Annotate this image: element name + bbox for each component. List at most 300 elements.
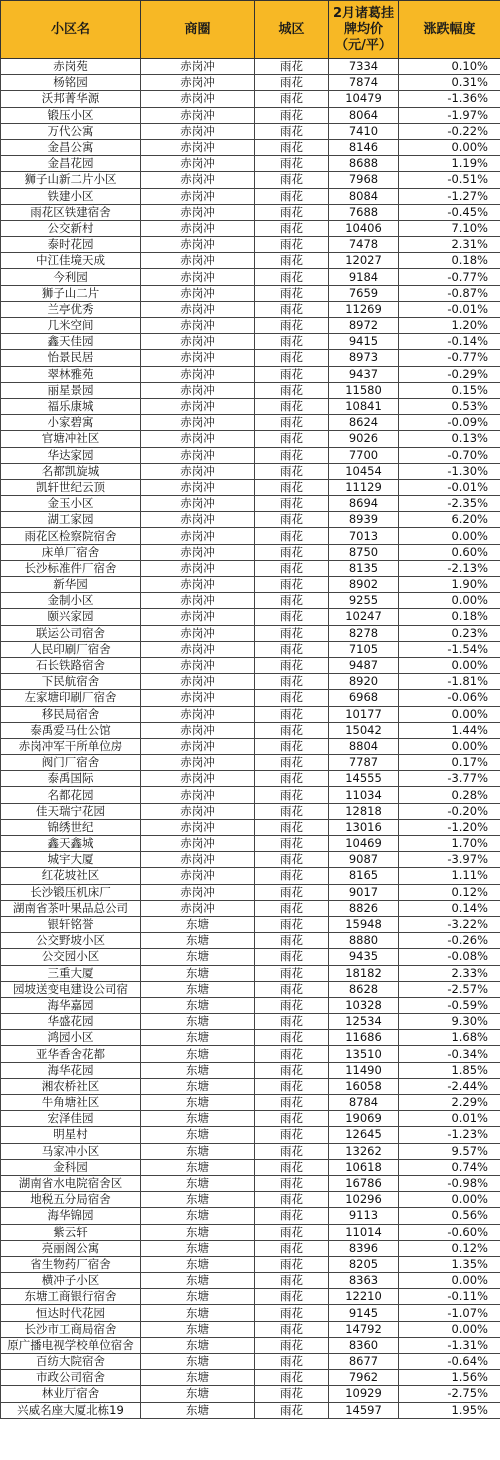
cell-price: 8972 bbox=[329, 318, 399, 334]
cell-district: 雨花 bbox=[255, 852, 329, 868]
cell-change: -2.44% bbox=[399, 1078, 500, 1094]
cell-area: 东塘 bbox=[141, 1273, 255, 1289]
cell-name: 官塘冲社区 bbox=[1, 431, 141, 447]
cell-area: 东塘 bbox=[141, 1337, 255, 1353]
cell-name: 床单厂宿舍 bbox=[1, 544, 141, 560]
table-row bbox=[1, 674, 500, 690]
cell-area: 东塘 bbox=[141, 916, 255, 932]
cell-area: 赤岗冲 bbox=[141, 447, 255, 463]
cell-price: 8880 bbox=[329, 933, 399, 949]
cell-area: 赤岗冲 bbox=[141, 415, 255, 431]
cell-name: 三重大厦 bbox=[1, 965, 141, 981]
cell-district: 雨花 bbox=[255, 1062, 329, 1078]
cell-change: 0.18% bbox=[399, 609, 500, 625]
cell-district: 雨花 bbox=[255, 1337, 329, 1353]
cell-change: 0.00% bbox=[399, 593, 500, 609]
cell-change: 0.12% bbox=[399, 1240, 500, 1256]
cell-price: 10469 bbox=[329, 836, 399, 852]
cell-area: 赤岗冲 bbox=[141, 479, 255, 495]
cell-area: 东塘 bbox=[141, 1111, 255, 1127]
cell-price: 9415 bbox=[329, 334, 399, 350]
table-row bbox=[1, 1402, 500, 1418]
cell-area: 赤岗冲 bbox=[141, 204, 255, 220]
cell-district: 雨花 bbox=[255, 609, 329, 625]
cell-price: 8396 bbox=[329, 1240, 399, 1256]
cell-district: 雨花 bbox=[255, 75, 329, 91]
cell-district: 雨花 bbox=[255, 301, 329, 317]
cell-price: 9145 bbox=[329, 1305, 399, 1321]
cell-change: 0.10% bbox=[399, 59, 500, 75]
cell-price: 8165 bbox=[329, 868, 399, 884]
table-row bbox=[1, 1159, 500, 1175]
cell-name: 长沙标准件厂宿舍 bbox=[1, 560, 141, 576]
cell-price: 9113 bbox=[329, 1208, 399, 1224]
cell-district: 雨花 bbox=[255, 512, 329, 528]
cell-name: 东塘工商银行宿舍 bbox=[1, 1289, 141, 1305]
table-body bbox=[1, 59, 500, 1419]
cell-name: 金玉小区 bbox=[1, 496, 141, 512]
cell-name: 长沙锻压机床厂 bbox=[1, 884, 141, 900]
cell-name: 亚华香舍花都 bbox=[1, 1046, 141, 1062]
table-row bbox=[1, 738, 500, 754]
cell-district: 雨花 bbox=[255, 447, 329, 463]
table-row bbox=[1, 107, 500, 123]
cell-price: 8146 bbox=[329, 139, 399, 155]
table-row bbox=[1, 350, 500, 366]
cell-name: 兴威名座大厦北栋19 bbox=[1, 1402, 141, 1418]
cell-price: 8278 bbox=[329, 625, 399, 641]
cell-change: -0.60% bbox=[399, 1224, 500, 1240]
cell-name: 今利园 bbox=[1, 269, 141, 285]
cell-name: 佳天瑞宁花园 bbox=[1, 803, 141, 819]
cell-area: 赤岗冲 bbox=[141, 900, 255, 916]
cell-change: -2.57% bbox=[399, 981, 500, 997]
table-row bbox=[1, 318, 500, 334]
cell-change: -1.36% bbox=[399, 91, 500, 107]
cell-district: 雨花 bbox=[255, 690, 329, 706]
cell-change: 1.68% bbox=[399, 1030, 500, 1046]
cell-name: 福乐康城 bbox=[1, 398, 141, 414]
cell-change: 1.90% bbox=[399, 577, 500, 593]
cell-change: -0.70% bbox=[399, 447, 500, 463]
cell-change: 0.28% bbox=[399, 787, 500, 803]
table-row bbox=[1, 1386, 500, 1402]
cell-name: 红花坡社区 bbox=[1, 868, 141, 884]
table-row bbox=[1, 334, 500, 350]
cell-name: 百纺大院宿舍 bbox=[1, 1354, 141, 1370]
cell-price: 9017 bbox=[329, 884, 399, 900]
cell-change: -2.75% bbox=[399, 1386, 500, 1402]
cell-district: 雨花 bbox=[255, 1095, 329, 1111]
cell-name: 湖南省水电院宿舍区 bbox=[1, 1175, 141, 1191]
cell-name: 泰禹国际 bbox=[1, 771, 141, 787]
cell-name: 湖工家园 bbox=[1, 512, 141, 528]
cell-price: 8135 bbox=[329, 560, 399, 576]
table-row bbox=[1, 544, 500, 560]
cell-district: 雨花 bbox=[255, 1305, 329, 1321]
cell-change: 7.10% bbox=[399, 220, 500, 236]
table-row bbox=[1, 479, 500, 495]
cell-district: 雨花 bbox=[255, 900, 329, 916]
cell-price: 10328 bbox=[329, 997, 399, 1013]
cell-change: -1.97% bbox=[399, 107, 500, 123]
table-row bbox=[1, 1208, 500, 1224]
cell-district: 雨花 bbox=[255, 431, 329, 447]
cell-district: 雨花 bbox=[255, 398, 329, 414]
cell-district: 雨花 bbox=[255, 787, 329, 803]
cell-area: 赤岗冲 bbox=[141, 771, 255, 787]
cell-price: 12645 bbox=[329, 1127, 399, 1143]
cell-price: 6968 bbox=[329, 690, 399, 706]
cell-area: 东塘 bbox=[141, 1143, 255, 1159]
cell-change: 2.33% bbox=[399, 965, 500, 981]
table-row bbox=[1, 852, 500, 868]
cell-area: 赤岗冲 bbox=[141, 738, 255, 754]
cell-price: 7787 bbox=[329, 755, 399, 771]
table-row bbox=[1, 447, 500, 463]
table-row bbox=[1, 900, 500, 916]
cell-area: 赤岗冲 bbox=[141, 172, 255, 188]
cell-area: 东塘 bbox=[141, 1224, 255, 1240]
cell-price: 11269 bbox=[329, 301, 399, 317]
cell-district: 雨花 bbox=[255, 269, 329, 285]
cell-area: 赤岗冲 bbox=[141, 123, 255, 139]
cell-area: 赤岗冲 bbox=[141, 156, 255, 172]
cell-name: 园坡送变电建设公司宿 bbox=[1, 981, 141, 997]
table-row bbox=[1, 285, 500, 301]
cell-district: 雨花 bbox=[255, 1224, 329, 1240]
cell-area: 赤岗冲 bbox=[141, 220, 255, 236]
cell-district: 雨花 bbox=[255, 1402, 329, 1418]
header-name: 小区名 bbox=[1, 1, 141, 59]
cell-price: 11129 bbox=[329, 479, 399, 495]
cell-change: 0.60% bbox=[399, 544, 500, 560]
cell-area: 赤岗冲 bbox=[141, 868, 255, 884]
cell-change: 0.00% bbox=[399, 139, 500, 155]
cell-name: 海华花园 bbox=[1, 1062, 141, 1078]
cell-change: 9.57% bbox=[399, 1143, 500, 1159]
table-row bbox=[1, 1062, 500, 1078]
cell-price: 12027 bbox=[329, 253, 399, 269]
table-row bbox=[1, 836, 500, 852]
cell-name: 狮子山二片 bbox=[1, 285, 141, 301]
cell-district: 雨花 bbox=[255, 139, 329, 155]
cell-area: 东塘 bbox=[141, 1014, 255, 1030]
cell-name: 海华嘉园 bbox=[1, 997, 141, 1013]
cell-name: 怡景民居 bbox=[1, 350, 141, 366]
cell-name: 下民航宿舍 bbox=[1, 674, 141, 690]
cell-area: 赤岗冲 bbox=[141, 318, 255, 334]
table-row bbox=[1, 577, 500, 593]
cell-change: -0.22% bbox=[399, 123, 500, 139]
cell-change: -0.20% bbox=[399, 803, 500, 819]
cell-name: 恒达时代花园 bbox=[1, 1305, 141, 1321]
cell-district: 雨花 bbox=[255, 836, 329, 852]
cell-price: 7410 bbox=[329, 123, 399, 139]
cell-name: 金昌花园 bbox=[1, 156, 141, 172]
table-row bbox=[1, 496, 500, 512]
table-row bbox=[1, 123, 500, 139]
cell-price: 8624 bbox=[329, 415, 399, 431]
cell-area: 赤岗冲 bbox=[141, 544, 255, 560]
cell-price: 8694 bbox=[329, 496, 399, 512]
cell-name: 金制小区 bbox=[1, 593, 141, 609]
cell-district: 雨花 bbox=[255, 528, 329, 544]
cell-name: 联运公司宿舍 bbox=[1, 625, 141, 641]
cell-name: 长沙市工商局宿舍 bbox=[1, 1321, 141, 1337]
table-row bbox=[1, 1370, 500, 1386]
cell-name: 新华园 bbox=[1, 577, 141, 593]
table-row bbox=[1, 706, 500, 722]
cell-area: 赤岗冲 bbox=[141, 512, 255, 528]
cell-price: 8688 bbox=[329, 156, 399, 172]
cell-area: 赤岗冲 bbox=[141, 884, 255, 900]
table-row bbox=[1, 220, 500, 236]
cell-district: 雨花 bbox=[255, 107, 329, 123]
cell-district: 雨花 bbox=[255, 1273, 329, 1289]
cell-price: 9026 bbox=[329, 431, 399, 447]
cell-change: 0.00% bbox=[399, 1273, 500, 1289]
cell-price: 9487 bbox=[329, 657, 399, 673]
table-row bbox=[1, 755, 500, 771]
cell-area: 赤岗冲 bbox=[141, 803, 255, 819]
cell-name: 万代公寓 bbox=[1, 123, 141, 139]
cell-area: 东塘 bbox=[141, 1127, 255, 1143]
cell-name: 银轩铭誉 bbox=[1, 916, 141, 932]
cell-price: 7962 bbox=[329, 1370, 399, 1386]
table-row bbox=[1, 1143, 500, 1159]
cell-price: 10296 bbox=[329, 1192, 399, 1208]
cell-name: 湖南省茶叶果品总公司 bbox=[1, 900, 141, 916]
cell-price: 8826 bbox=[329, 900, 399, 916]
cell-area: 赤岗冲 bbox=[141, 398, 255, 414]
cell-area: 赤岗冲 bbox=[141, 787, 255, 803]
cell-area: 东塘 bbox=[141, 1175, 255, 1191]
cell-price: 7700 bbox=[329, 447, 399, 463]
cell-area: 东塘 bbox=[141, 1321, 255, 1337]
cell-price: 10618 bbox=[329, 1159, 399, 1175]
cell-district: 雨花 bbox=[255, 172, 329, 188]
cell-change: -1.20% bbox=[399, 819, 500, 835]
cell-name: 紫云轩 bbox=[1, 1224, 141, 1240]
cell-name: 赤岗冲军干所单位房 bbox=[1, 738, 141, 754]
cell-change: -0.34% bbox=[399, 1046, 500, 1062]
cell-price: 8902 bbox=[329, 577, 399, 593]
table-row bbox=[1, 1175, 500, 1191]
cell-area: 赤岗冲 bbox=[141, 609, 255, 625]
cell-district: 雨花 bbox=[255, 1014, 329, 1030]
cell-district: 雨花 bbox=[255, 123, 329, 139]
cell-change: -2.35% bbox=[399, 496, 500, 512]
cell-district: 雨花 bbox=[255, 657, 329, 673]
cell-district: 雨花 bbox=[255, 706, 329, 722]
cell-district: 雨花 bbox=[255, 1256, 329, 1272]
cell-area: 东塘 bbox=[141, 1370, 255, 1386]
cell-area: 赤岗冲 bbox=[141, 107, 255, 123]
cell-district: 雨花 bbox=[255, 479, 329, 495]
table-row bbox=[1, 625, 500, 641]
table-row bbox=[1, 722, 500, 738]
cell-area: 赤岗冲 bbox=[141, 496, 255, 512]
table-row bbox=[1, 253, 500, 269]
cell-name: 名都花园 bbox=[1, 787, 141, 803]
cell-change: 0.00% bbox=[399, 1321, 500, 1337]
cell-change: 0.56% bbox=[399, 1208, 500, 1224]
cell-change: -0.08% bbox=[399, 949, 500, 965]
cell-area: 东塘 bbox=[141, 1386, 255, 1402]
cell-district: 雨花 bbox=[255, 463, 329, 479]
cell-district: 雨花 bbox=[255, 318, 329, 334]
table-row bbox=[1, 237, 500, 253]
cell-name: 湘农桥社区 bbox=[1, 1078, 141, 1094]
cell-price: 18182 bbox=[329, 965, 399, 981]
cell-area: 东塘 bbox=[141, 1305, 255, 1321]
cell-district: 雨花 bbox=[255, 771, 329, 787]
cell-price: 7478 bbox=[329, 237, 399, 253]
cell-change: -0.06% bbox=[399, 690, 500, 706]
cell-change: -0.51% bbox=[399, 172, 500, 188]
cell-district: 雨花 bbox=[255, 884, 329, 900]
cell-area: 赤岗冲 bbox=[141, 91, 255, 107]
cell-name: 几米空间 bbox=[1, 318, 141, 334]
cell-name: 明星村 bbox=[1, 1127, 141, 1143]
cell-area: 赤岗冲 bbox=[141, 577, 255, 593]
cell-district: 雨花 bbox=[255, 1111, 329, 1127]
cell-price: 14555 bbox=[329, 771, 399, 787]
cell-district: 雨花 bbox=[255, 625, 329, 641]
cell-area: 东塘 bbox=[141, 1046, 255, 1062]
table-row bbox=[1, 1014, 500, 1030]
cell-area: 赤岗冲 bbox=[141, 463, 255, 479]
cell-price: 13510 bbox=[329, 1046, 399, 1062]
cell-change: -3.77% bbox=[399, 771, 500, 787]
table-row bbox=[1, 1289, 500, 1305]
cell-name: 凯轩世纪云顶 bbox=[1, 479, 141, 495]
cell-price: 12210 bbox=[329, 1289, 399, 1305]
cell-area: 赤岗冲 bbox=[141, 560, 255, 576]
cell-change: 0.01% bbox=[399, 1111, 500, 1127]
table-row bbox=[1, 690, 500, 706]
cell-change: -0.09% bbox=[399, 415, 500, 431]
cell-price: 15042 bbox=[329, 722, 399, 738]
cell-price: 9087 bbox=[329, 852, 399, 868]
cell-price: 8973 bbox=[329, 350, 399, 366]
cell-area: 赤岗冲 bbox=[141, 690, 255, 706]
table-row bbox=[1, 1305, 500, 1321]
cell-price: 12818 bbox=[329, 803, 399, 819]
table-row bbox=[1, 1354, 500, 1370]
cell-name: 林业厅宿舍 bbox=[1, 1386, 141, 1402]
cell-area: 赤岗冲 bbox=[141, 852, 255, 868]
cell-area: 赤岗冲 bbox=[141, 674, 255, 690]
cell-change: 0.12% bbox=[399, 884, 500, 900]
table-row bbox=[1, 1111, 500, 1127]
table-row bbox=[1, 1256, 500, 1272]
table-row bbox=[1, 139, 500, 155]
cell-district: 雨花 bbox=[255, 1159, 329, 1175]
cell-price: 10929 bbox=[329, 1386, 399, 1402]
cell-district: 雨花 bbox=[255, 674, 329, 690]
cell-change: -1.54% bbox=[399, 641, 500, 657]
cell-price: 10177 bbox=[329, 706, 399, 722]
cell-name: 丽星景园 bbox=[1, 382, 141, 398]
cell-change: -0.98% bbox=[399, 1175, 500, 1191]
cell-change: -0.01% bbox=[399, 479, 500, 495]
table-row bbox=[1, 916, 500, 932]
header-area: 商圈 bbox=[141, 1, 255, 59]
cell-name: 公交野坡小区 bbox=[1, 933, 141, 949]
cell-price: 8064 bbox=[329, 107, 399, 123]
cell-area: 东塘 bbox=[141, 1402, 255, 1418]
table-row bbox=[1, 641, 500, 657]
cell-price: 8939 bbox=[329, 512, 399, 528]
cell-price: 8920 bbox=[329, 674, 399, 690]
cell-name: 鸿园小区 bbox=[1, 1030, 141, 1046]
cell-district: 雨花 bbox=[255, 1127, 329, 1143]
cell-area: 赤岗冲 bbox=[141, 350, 255, 366]
table-row bbox=[1, 933, 500, 949]
table-row bbox=[1, 431, 500, 447]
cell-district: 雨花 bbox=[255, 755, 329, 771]
cell-area: 赤岗冲 bbox=[141, 237, 255, 253]
cell-change: -0.45% bbox=[399, 204, 500, 220]
table-row bbox=[1, 657, 500, 673]
cell-name: 杨铭园 bbox=[1, 75, 141, 91]
table-row bbox=[1, 512, 500, 528]
cell-area: 赤岗冲 bbox=[141, 722, 255, 738]
cell-name: 宏泽佳园 bbox=[1, 1111, 141, 1127]
table-row bbox=[1, 965, 500, 981]
cell-name: 雨花区铁建宿舍 bbox=[1, 204, 141, 220]
cell-price: 10247 bbox=[329, 609, 399, 625]
cell-change: 1.35% bbox=[399, 1256, 500, 1272]
cell-price: 7688 bbox=[329, 204, 399, 220]
cell-name: 锦绣世纪 bbox=[1, 819, 141, 835]
table-row bbox=[1, 1095, 500, 1111]
cell-district: 雨花 bbox=[255, 560, 329, 576]
cell-district: 雨花 bbox=[255, 738, 329, 754]
table-row bbox=[1, 609, 500, 625]
cell-change: -1.07% bbox=[399, 1305, 500, 1321]
table-row bbox=[1, 1046, 500, 1062]
cell-name: 泰禹爱马仕公馆 bbox=[1, 722, 141, 738]
cell-area: 赤岗冲 bbox=[141, 139, 255, 155]
cell-district: 雨花 bbox=[255, 965, 329, 981]
cell-name: 颐兴家园 bbox=[1, 609, 141, 625]
table-row bbox=[1, 204, 500, 220]
cell-change: -3.22% bbox=[399, 916, 500, 932]
table-row bbox=[1, 560, 500, 576]
cell-area: 东塘 bbox=[141, 1095, 255, 1111]
cell-area: 赤岗冲 bbox=[141, 188, 255, 204]
cell-name: 华盛花园 bbox=[1, 1014, 141, 1030]
cell-change: 0.23% bbox=[399, 625, 500, 641]
cell-name: 海华锦园 bbox=[1, 1208, 141, 1224]
table-row bbox=[1, 59, 500, 75]
cell-district: 雨花 bbox=[255, 1046, 329, 1062]
cell-district: 雨花 bbox=[255, 1240, 329, 1256]
cell-district: 雨花 bbox=[255, 1175, 329, 1191]
cell-district: 雨花 bbox=[255, 156, 329, 172]
table-row bbox=[1, 787, 500, 803]
header-row bbox=[1, 1, 500, 59]
cell-district: 雨花 bbox=[255, 237, 329, 253]
cell-area: 赤岗冲 bbox=[141, 301, 255, 317]
cell-change: 0.00% bbox=[399, 1192, 500, 1208]
cell-name: 雨花区检察院宿舍 bbox=[1, 528, 141, 544]
cell-district: 雨花 bbox=[255, 981, 329, 997]
cell-area: 赤岗冲 bbox=[141, 382, 255, 398]
